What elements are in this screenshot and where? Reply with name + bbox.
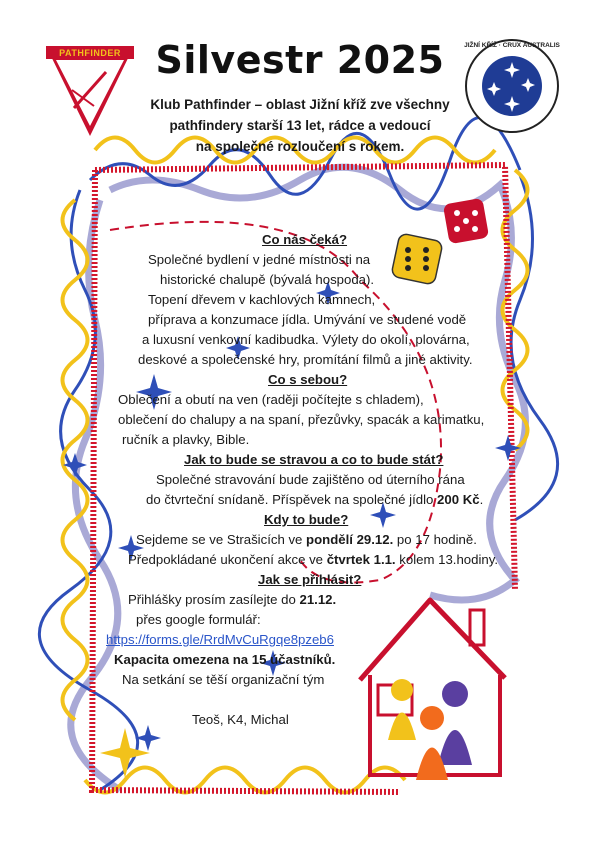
pathfinder-logo-text: PATHFINDER [59,48,121,58]
capacity-note: Kapacita omezena na 15 účastníků. [114,652,336,667]
what-line: deskové a společenské hry, promítání filmů a jiné aktivity. [138,352,473,367]
closing-line: Na setkání se těší organizační tým [122,672,325,687]
intro-text [120,94,480,157]
bring-heading: Co s sebou? [268,372,348,387]
red-die-icon [440,195,492,247]
signature: Teoš, K4, Michal [192,712,289,727]
signup-line: Přihlášky prosím zasílejte do 21.12. [128,592,337,607]
intro-line: Klub Pathfinder – oblast Jižní kříž zve všechny [150,97,450,112]
bring-line: ručník a plavky, Bible. [122,432,250,447]
intro-line: pathfindery starší 13 let, rádce a vedoucí [169,118,431,133]
price: 200 Kč [437,492,480,507]
what-line: Společné bydlení v jedné místnosti na [148,252,371,267]
bring-line: Oblečení a obutí na ven (raději počítejte s chladem), [118,392,424,407]
when-line: Předpokládané ukončení akce ve čtvrtek 1.1. kolem 13.hodiny. [128,552,498,567]
yellow-die-icon [388,230,446,288]
food-line: Společné stravování bude zajištěno od úterního rána [156,472,465,487]
when-heading: Kdy to bude? [264,512,349,527]
start-date: pondělí 29.12. [306,532,394,547]
food-line: do čtvrteční snídaně. Příspěvek na společné jídlo 200 Kč. [146,492,484,507]
what-line: historické chalupě (bývalá hospoda). [160,272,375,287]
page-title: Silvestr 2025 [155,38,445,82]
what-line: příprava a konzumace jídla. Umývání ve studené vodě [148,312,467,327]
signup-form-link[interactable]: https://forms.gle/RrdMvCuRgqe8pzeb6 [106,632,334,647]
bring-line: oblečení do chalupy a na spaní, přezůvky, spacák a karimatku, [118,412,485,427]
signup-heading: Jak se přihlásit? [258,572,362,587]
intro-line: na společné rozloučení s rokem. [195,139,405,154]
house-illustration [350,590,515,785]
signup-line: přes google formulář: [136,612,261,627]
crux-australis-logo-text: JIŽNÍ KŘÍŽ · CRUX AUSTRALIS [464,42,560,49]
what-heading: Co nás čeká? [262,232,348,247]
what-line: a luxusní venkovní kadibudka. Výlety do okolí, plovárna, [142,332,470,347]
when-line: Sejdeme se ve Strašicích ve pondělí 29.12. po 17 hodině. [136,532,477,547]
signup-deadline: 21.12. [299,592,337,607]
what-line: Topení dřevem v kachlových kamnech, [148,292,376,307]
end-date: čtvrtek 1.1. [326,552,396,567]
food-heading: Jak to bude se stravou a co to bude stát? [184,452,444,467]
